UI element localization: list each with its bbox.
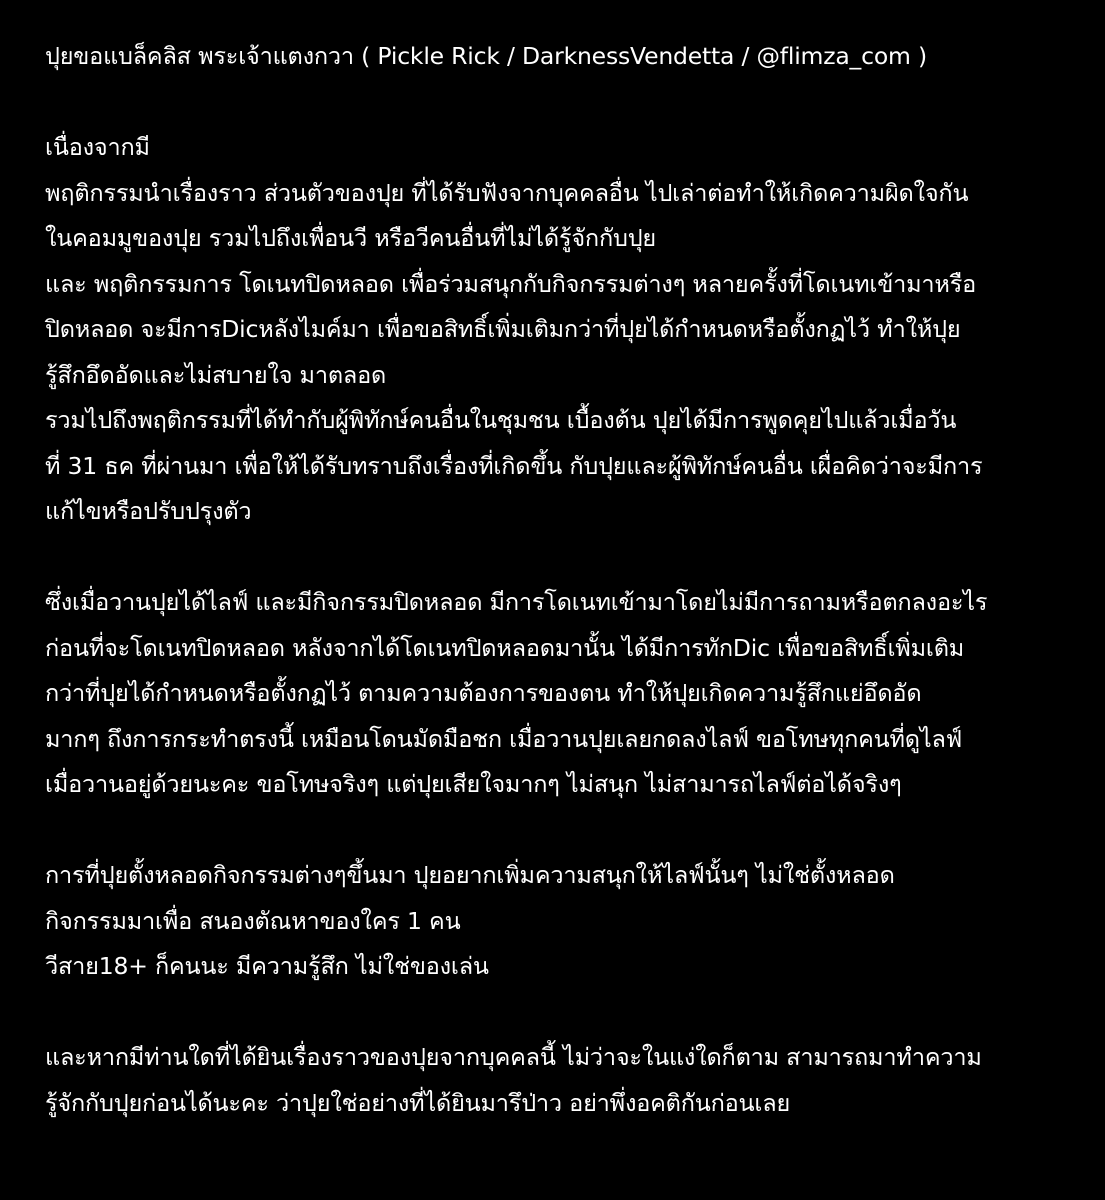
text-line: ที่ 31 ธค ที่ผ่านมา เพื่อให้ได้รับทราบถึงเรื่องที่เกิดขึ้น กับปุยและผู้พิทักษ์คนอื่น เผื่อคิดว่าจะมีการ bbox=[45, 451, 983, 480]
text-line: รวมไปถึงพฤติกรรมที่ได้ทำกับผู้พิทักษ์คนอื่นในชุมชน เบื้องต้น ปุยได้มีการพูดคุยไปแล้วเมื่อวัน bbox=[45, 406, 957, 434]
text-line: เนื่องจากมี bbox=[45, 133, 150, 161]
text-line: การที่ปุยตั้งหลอดกิจกรรมต่างๆขึ้นมา ปุยอยากเพิ่มความสนุกให้ไลฟ์นั้นๆ ไม่ใช่ตั้งหลอด bbox=[45, 861, 895, 889]
note-title: ปุยขอแบล็คลิส พระเจ้าแตงกวา ( Pickle Rick / DarknessVendetta / @flimza_com ) bbox=[45, 42, 927, 70]
text-line: กิจกรรมมาเพื่อ สนองตัณหาของใคร 1 คน bbox=[45, 906, 461, 935]
text-line: และหากมีท่านใดที่ได้ยินเรื่องราวของปุยจากบุคคลนี้ ไม่ว่าจะในแง่ใดก็ตาม สามารถมาทำความ bbox=[45, 1043, 982, 1071]
paragraph-spacer bbox=[45, 990, 1075, 1036]
text-line: ปิดหลอด จะมีการDicหลังไมค์มา เพื่อขอสิทธิ์เพิ่มเติมกว่าที่ปุยได้กำหนดหรือตั้งกฏไว้ ทำให้ปุย bbox=[45, 315, 961, 343]
text-line: วีสาย18+ ก็คนนะ มีความรู้สึก ไม่ใช่ของเล่น bbox=[45, 952, 489, 980]
paragraph-spacer bbox=[45, 80, 1075, 126]
text-line: พฤติกรรมนำเรื่องราว ส่วนตัวของปุย ที่ได้รับฟังจากบุคคลอื่น ไปเล่าต่อทำให้เกิดความผิดใจกัน bbox=[45, 178, 969, 207]
paragraph-spacer bbox=[45, 808, 1075, 854]
text-line: ในคอมมูของปุย รวมไปถึงเพื่อนวี หรือวีคนอื่นที่ไม่ได้รู้จักกับปุย bbox=[45, 224, 656, 252]
text-line: แก้ไขหรือปรับปรุงตัว bbox=[45, 497, 252, 525]
paragraph-reasons bbox=[45, 125, 1075, 535]
text-line: รู้สึกอึดอัดและไม่สบายใจ มาตลอด bbox=[45, 360, 387, 389]
text-line: ซึ่งเมื่อวานปุยได้ไลฟ์ และมีกิจกรรมปิดหลอด มีการโดเนทเข้ามาโดยไม่มีการถามหรือตกลงอะไร bbox=[45, 588, 988, 616]
blacklist-note bbox=[45, 34, 1075, 1126]
paragraph-spacer bbox=[45, 535, 1075, 581]
text-line: และ พฤติกรรมการ โดเนทปิดหลอด เพื่อร่วมสนุกกับกิจกรรมต่างๆ หลายครั้งที่โดเนทเข้ามาหรือ bbox=[45, 269, 977, 298]
text-line: มากๆ ถึงการกระทำตรงนี้ เหมือนโดนมัดมือชก เมื่อวานปุยเลยกดลงไลฟ์ ขอโทษทุกคนที่ดูไลฟ์ bbox=[45, 724, 963, 753]
text-line: รู้จักกับปุยก่อนได้นะคะ ว่าปุยใช่อย่างที่ได้ยินมารึป่าว อย่าพึ่งอคติกันก่อนเลย bbox=[45, 1088, 791, 1117]
text-line: เมื่อวานอยู่ด้วยนะคะ ขอโทษจริงๆ แต่ปุยเสียใจมากๆ ไม่สนุก ไม่สามารถไลฟ์ต่อได้จริงๆ bbox=[45, 770, 902, 798]
text-line: กว่าที่ปุยได้กำหนดหรือตั้งกฏไว้ ตามความต้องการของตน ทำให้ปุยเกิดความรู้สึกแย่อึดอัด bbox=[45, 679, 922, 707]
paragraph-closing bbox=[45, 1035, 1075, 1126]
text-line: ก่อนที่จะโดเนทปิดหลอด หลังจากได้โดเนทปิดหลอดมานั้น ได้มีการทักDic เพื่อขอสิทธิ์เพิ่มเติม bbox=[45, 633, 965, 662]
paragraph-purpose bbox=[45, 853, 1075, 990]
paragraph-incident bbox=[45, 580, 1075, 808]
